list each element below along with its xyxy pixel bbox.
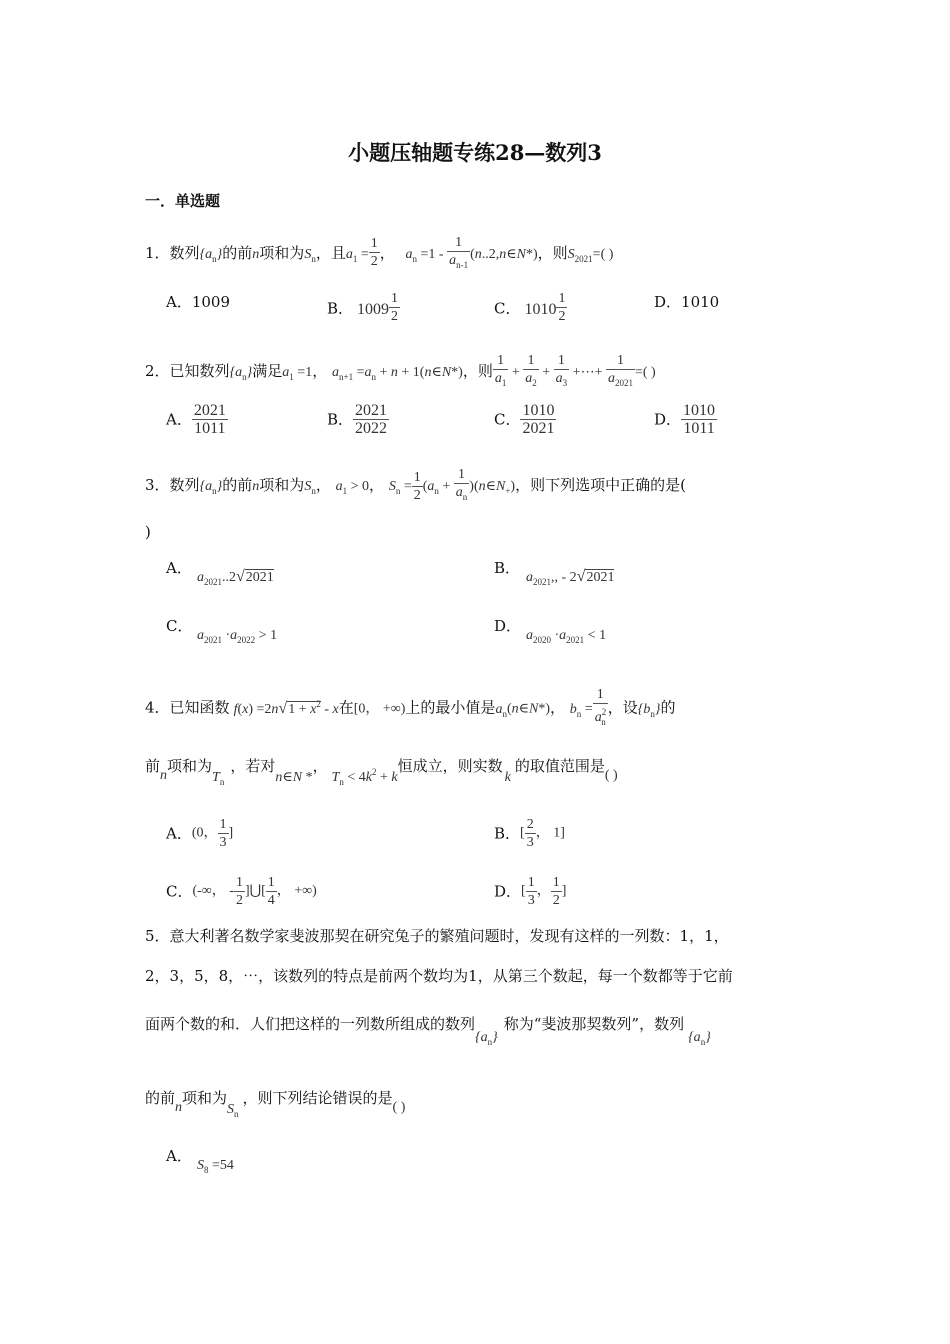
option-letter: C． — [166, 882, 193, 901]
stem-text: 面两个数的和．人们把这样的一列数所组成的数列 — [145, 1015, 476, 1033]
stem-text: ， — [550, 698, 566, 717]
section-heading: 一．单选题 — [145, 192, 221, 210]
frac-num: 1 — [558, 291, 566, 306]
q2-option-b[interactable] — [327, 402, 389, 437]
answer-paren: =( ) — [634, 365, 656, 380]
q2-option-d[interactable] — [654, 402, 717, 437]
option-letter: A． — [166, 410, 192, 429]
frac-den: 2 — [391, 309, 399, 324]
q5-option-a-math: $S_8 =54$ — [197, 1158, 234, 1175]
stem-text: ，则下列选项中正确的是( — [515, 476, 686, 494]
q4-option-b[interactable]: B．[ $\frac{2}{3}$ ， 1] — [494, 817, 565, 850]
q3-option-c[interactable] — [166, 616, 192, 636]
q1-option-a[interactable] — [166, 292, 230, 312]
q1-option-b[interactable] — [327, 292, 400, 327]
q3-option-a[interactable] — [166, 558, 192, 578]
page-title: 小题压轴题专练28—数列3 — [348, 140, 602, 165]
stem-text: 项和为 — [259, 244, 305, 262]
stem-text: 满足 — [252, 362, 283, 380]
question-5-line1 — [145, 926, 729, 946]
q3-option-d[interactable] — [494, 616, 521, 636]
question-3-close: ) — [145, 523, 151, 541]
frac-den: 1011 — [681, 419, 717, 437]
frac-num: 1010 — [522, 402, 555, 419]
question-number: 2． — [145, 362, 170, 380]
stem-text: 前 — [145, 757, 161, 775]
question-5-line2: 2，3，5，8，⋯，该数列的特点是前两个数均为1，从第三个数起，每一个数都等于它前 — [145, 967, 733, 985]
stem-text: ，设 — [607, 698, 638, 717]
stem-text: 的前 — [222, 244, 253, 262]
q3-option-a-math: $a_{2021}..2√2021$ — [197, 568, 274, 587]
option-text: 1010 — [524, 300, 557, 318]
frac-den: 2 — [558, 309, 566, 324]
frac-num: 2021 — [355, 402, 388, 419]
stem-text: ，则 — [462, 362, 493, 380]
stem-text: ，且 — [315, 244, 346, 262]
option-letter: A． — [166, 1147, 192, 1165]
q3-option-b[interactable] — [494, 558, 520, 578]
question-2-stem: 2．已知数列$\{a_n\}$满足$a_1 =1$， $a_{n+1} =a_n + n$ + 1(n∈N*)，则 $\frac{1}{a_1}$ + $\frac{1}{a_2}$ + $\frac{1}{a_3}$ +⋯+ $\frac{1}{a_{2021}}$ =( ) — [145, 352, 656, 392]
q1-option-d[interactable] — [654, 292, 719, 312]
stem-text: 已知函数 — [169, 698, 230, 717]
question-5-line3: 面两个数的和．人们把这样的一列数所组成的数列$\{a_n\}$称为“斐波那契数列”，数列$\{a_n\}$ — [145, 1015, 711, 1047]
q2-option-a[interactable] — [166, 402, 228, 437]
stem-text: 数列 — [169, 476, 200, 494]
answer-paren: ( ) — [604, 768, 618, 783]
option-letter: B． — [494, 559, 521, 577]
stem-text: ，则下列结论错误的是 — [242, 1089, 393, 1107]
stem-text: 的 — [660, 698, 676, 717]
stem-text: 的前 — [222, 476, 253, 494]
frac-num: 2021 — [193, 402, 226, 419]
frac-num: 1 — [391, 291, 399, 306]
answer-paren: =( ) — [592, 247, 614, 262]
option-letter: A． — [166, 293, 192, 311]
question-4-stem: 4．已知函数 $f(x) =2n√1 + x^2 - x$在[0， +∞)上的最小值是$a_n(n\in N*)$， $b_n$ = $\frac{1}{a^2_n}$ ，设$\{b_n\}$的 — [145, 686, 675, 731]
stem-text: ， — [379, 244, 395, 262]
option-letter: B． — [327, 410, 354, 429]
stem-text: 的前 — [145, 1089, 176, 1107]
q3-option-c-math: $a_{2021} \cdot a_{2022} > 1$ — [197, 628, 278, 645]
q3-option-d-math: $a_{2020} \cdot a_{2021} < 1$ — [526, 628, 607, 645]
option-letter: D． — [494, 882, 522, 901]
stem-text: ， — [312, 362, 328, 380]
frac-den: 2021 — [522, 420, 555, 437]
option-letter: D． — [654, 410, 682, 429]
option-text: 1010 — [681, 293, 720, 311]
question-1-stem: 1．数列$\{a_n\}$的前n项和为$S_n$，且$a_1$ = $\frac{1}{2}$ ， $a_n =1$ - $\frac{1}{a_{n-1}}$ (n..2,n∈N*)，则$S_{2021}=$( ) — [145, 234, 613, 274]
stem-text: 项和为 — [259, 476, 305, 494]
option-letter: A． — [166, 824, 192, 843]
frac-den: 2022 — [355, 420, 388, 437]
stem-text: 意大利著名数学家斐波那契在研究兔子的繁殖问题时，发现有这样的一列数：1，1， — [169, 927, 729, 945]
stem-text: 恒成立，则实数 — [397, 757, 503, 775]
q1-option-c[interactable] — [494, 292, 567, 327]
stem-text: 称为“斐波那契数列”，数列 — [503, 1015, 685, 1033]
stem-text: 已知数列 — [169, 362, 230, 380]
stem-text: 上的最小值是 — [405, 698, 496, 717]
frac-num: 1010 — [683, 402, 716, 419]
option-letter: A． — [166, 559, 192, 577]
stem-text: ， — [315, 476, 331, 494]
q4-option-c[interactable]: C．(-∞， - $\frac{1}{2}$ ]⋃[ $\frac{1}{4}$ ， +∞) — [166, 875, 317, 908]
option-text: 1009 — [191, 293, 231, 311]
q3-option-b-math: $a_{2021}$,, - 2√2021 — [526, 568, 615, 587]
option-letter: C． — [494, 410, 521, 429]
answer-paren: ( ) — [392, 1100, 406, 1115]
stem-text: ，若对 — [230, 757, 276, 775]
question-3-stem: 3．数列$\{a_n\}$的前n项和为$S_n$， $a_1 > 0$， $S_n$ = $\frac{1}{2}$ ($a_n$ + $\frac{1}{a_n}$ )$(n\in N_+)$，则下列选项中正确的是( — [145, 466, 686, 506]
frac-den: 1011 — [192, 419, 228, 437]
q4-option-a[interactable]: A．(0， $\frac{1}{3}$ ] — [166, 817, 234, 850]
option-letter: C． — [166, 617, 193, 635]
option-text: 1009 — [357, 300, 390, 318]
stem-text: 在 — [338, 698, 354, 717]
q2-option-c[interactable] — [494, 402, 556, 437]
stem-text: 项和为 — [182, 1089, 228, 1107]
stem-text: 项和为 — [167, 757, 213, 775]
question-5-line4: 的前n项和为$S_n$，则下列结论错误的是( ) — [145, 1089, 406, 1119]
question-4-line2: 前n项和为$T_n$，若对n∈N *，$T_n < 4k^2 + k$恒成立，则实数k的取值范围是( ) — [145, 757, 618, 787]
question-number: 4． — [145, 698, 170, 717]
stem-text: ，则 — [537, 244, 568, 262]
stem-text: 的取值范围是 — [514, 757, 605, 775]
q5-option-a[interactable] — [166, 1146, 192, 1166]
stem-text: ， — [369, 476, 385, 494]
question-number: 1． — [145, 244, 170, 262]
q4-option-d[interactable]: D．[ $\frac{1}{3}$ ， $\frac{1}{2}$ ] — [494, 875, 567, 908]
option-letter: D． — [494, 617, 522, 635]
option-letter: C． — [494, 299, 521, 318]
stem-text: ， — [312, 757, 328, 775]
option-letter: B． — [327, 299, 354, 318]
option-letter: B． — [494, 824, 521, 843]
stem-text: 数列 — [169, 244, 200, 262]
option-letter: D． — [654, 293, 682, 311]
question-number: 3． — [145, 476, 170, 494]
question-number: 5． — [145, 927, 170, 945]
